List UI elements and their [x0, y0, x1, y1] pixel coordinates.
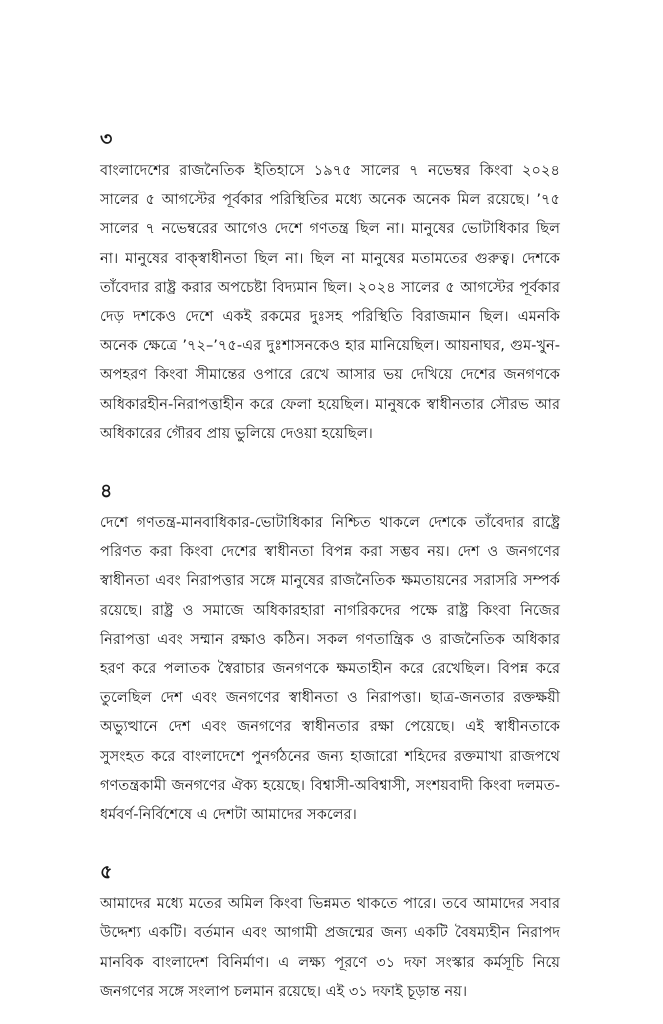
section-paragraph: বাংলাদেশের রাজনৈতিক ইতিহাসে ১৯৭৫ সালের ৭ নভেম্বর কিংবা ২০২৪ সালের ৫ আগস্টের পূর্বকার পরিস্থিতির মধ্যে অনেক অনেক মিল রয়েছে। ’৭৫ সালের ৭ নভেম্বরের আগেও দেশে গণতন্ত্র ছিল না। মানুষের ভোটাধিকার ছিল না। মানুষের বাক্‌স্বাধীনতা ছিল না। ছিল না মানুষের মতামতের গুরুত্ব। দেশকে তাঁবেদার রাষ্ট্র করার অপচেষ্টা বিদ্যমান ছিল। ২০২৪ সালের ৫ আগস্টের পূর্বকার দেড় দশকেও দেশে একই রকমের দুঃসহ পরিস্থিতি বিরাজমান ছিল। এমনকি অনেক ক্ষেত্রে ’৭২–’৭৫-এর দুঃশাসনকেও হার মানিয়েছিল। আয়নাঘর, গুম-খুন-অপহরণ কিংবা সীমান্তের ওপারে রেখে আসার ভয় দেখিয়ে দেশের জনগণকে অধিকারহীন-নিরাপত্তাহীন করে ফেলা হয়েছিল। মানুষকে স্বাধীনতার সৌরভ আর অধিকারের গৌরব প্রায় ভুলিয়ে দেওয়া হয়েছিল।	[100, 162, 560, 442]
section-3	[100, 126, 560, 448]
section-5	[100, 859, 560, 1006]
section-number: ৪	[100, 480, 113, 503]
section-paragraph: আমাদের মধ্যে মতের অমিল কিংবা ভিন্নমত থাকতে পারে। তবে আমাদের সবার উদ্দেশ্য একটি। বর্তমান এবং আগামী প্রজন্মের জন্য একটি বৈষম্যহীন নিরাপদ মানবিক বাংলাদেশ বিনির্মাণ। এ লক্ষ্য পূরণে ৩১ দফা সংস্কার কর্মসূচি নিয়ে জনগণের সঙ্গে সংলাপ চলমান রয়েছে। এই ৩১ দফাই চূড়ান্ত নয়।	[100, 895, 560, 1000]
section-number: ৩	[100, 128, 113, 150]
section-paragraph: দেশে গণতন্ত্র-মানবাধিকার-ভোটাধিকার নিশ্চিত থাকলে দেশকে তাঁবেদার রাষ্ট্রে পরিণত করা কিংবা দেশের স্বাধীনতা বিপন্ন করা সম্ভব নয়। দেশ ও জনগণের স্বাধীনতা এবং নিরাপত্তার সঙ্গে মানুষের রাজনৈতিক ক্ষমতায়নের সরাসরি সম্পর্ক রয়েছে। রাষ্ট্র ও সমাজে অধিকারহারা নাগরিকদের পক্ষে রাষ্ট্র কিংবা নিজের নিরাপত্তা এবং সম্মান রক্ষাও কঠিন। সকল গণতান্ত্রিক ও রাজনৈতিক অধিকার হরণ করে পলাতক স্বৈরাচার জনগণকে ক্ষমতাহীন করে রেখেছিল। বিপন্ন করে তুলেছিল দেশ এবং জনগণের স্বাধীনতা ও নিরাপত্তা। ছাত্র-জনতার রক্তক্ষয়ী অভ্যুত্থানে দেশ এবং জনগণের স্বাধীনতার রক্ষা পেয়েছে। এই স্বাধীনতাকে সুসংহত করে বাংলাদেশে পুনর্গঠনের জন্য হাজারো শহিদের রক্তমাখা রাজপথে গণতন্ত্রকামী জনগণের ঐক্য হয়েছে। বিশ্বাসী-অবিশ্বাসী, সংশয়বাদী কিংবা দলমত-ধর্মবর্ণ-নির্বিশেষে এ দেশটা আমাদের সকলের।	[100, 514, 560, 824]
section-4	[100, 478, 560, 829]
section-number: ৫	[100, 861, 113, 884]
page-content	[100, 126, 560, 1006]
